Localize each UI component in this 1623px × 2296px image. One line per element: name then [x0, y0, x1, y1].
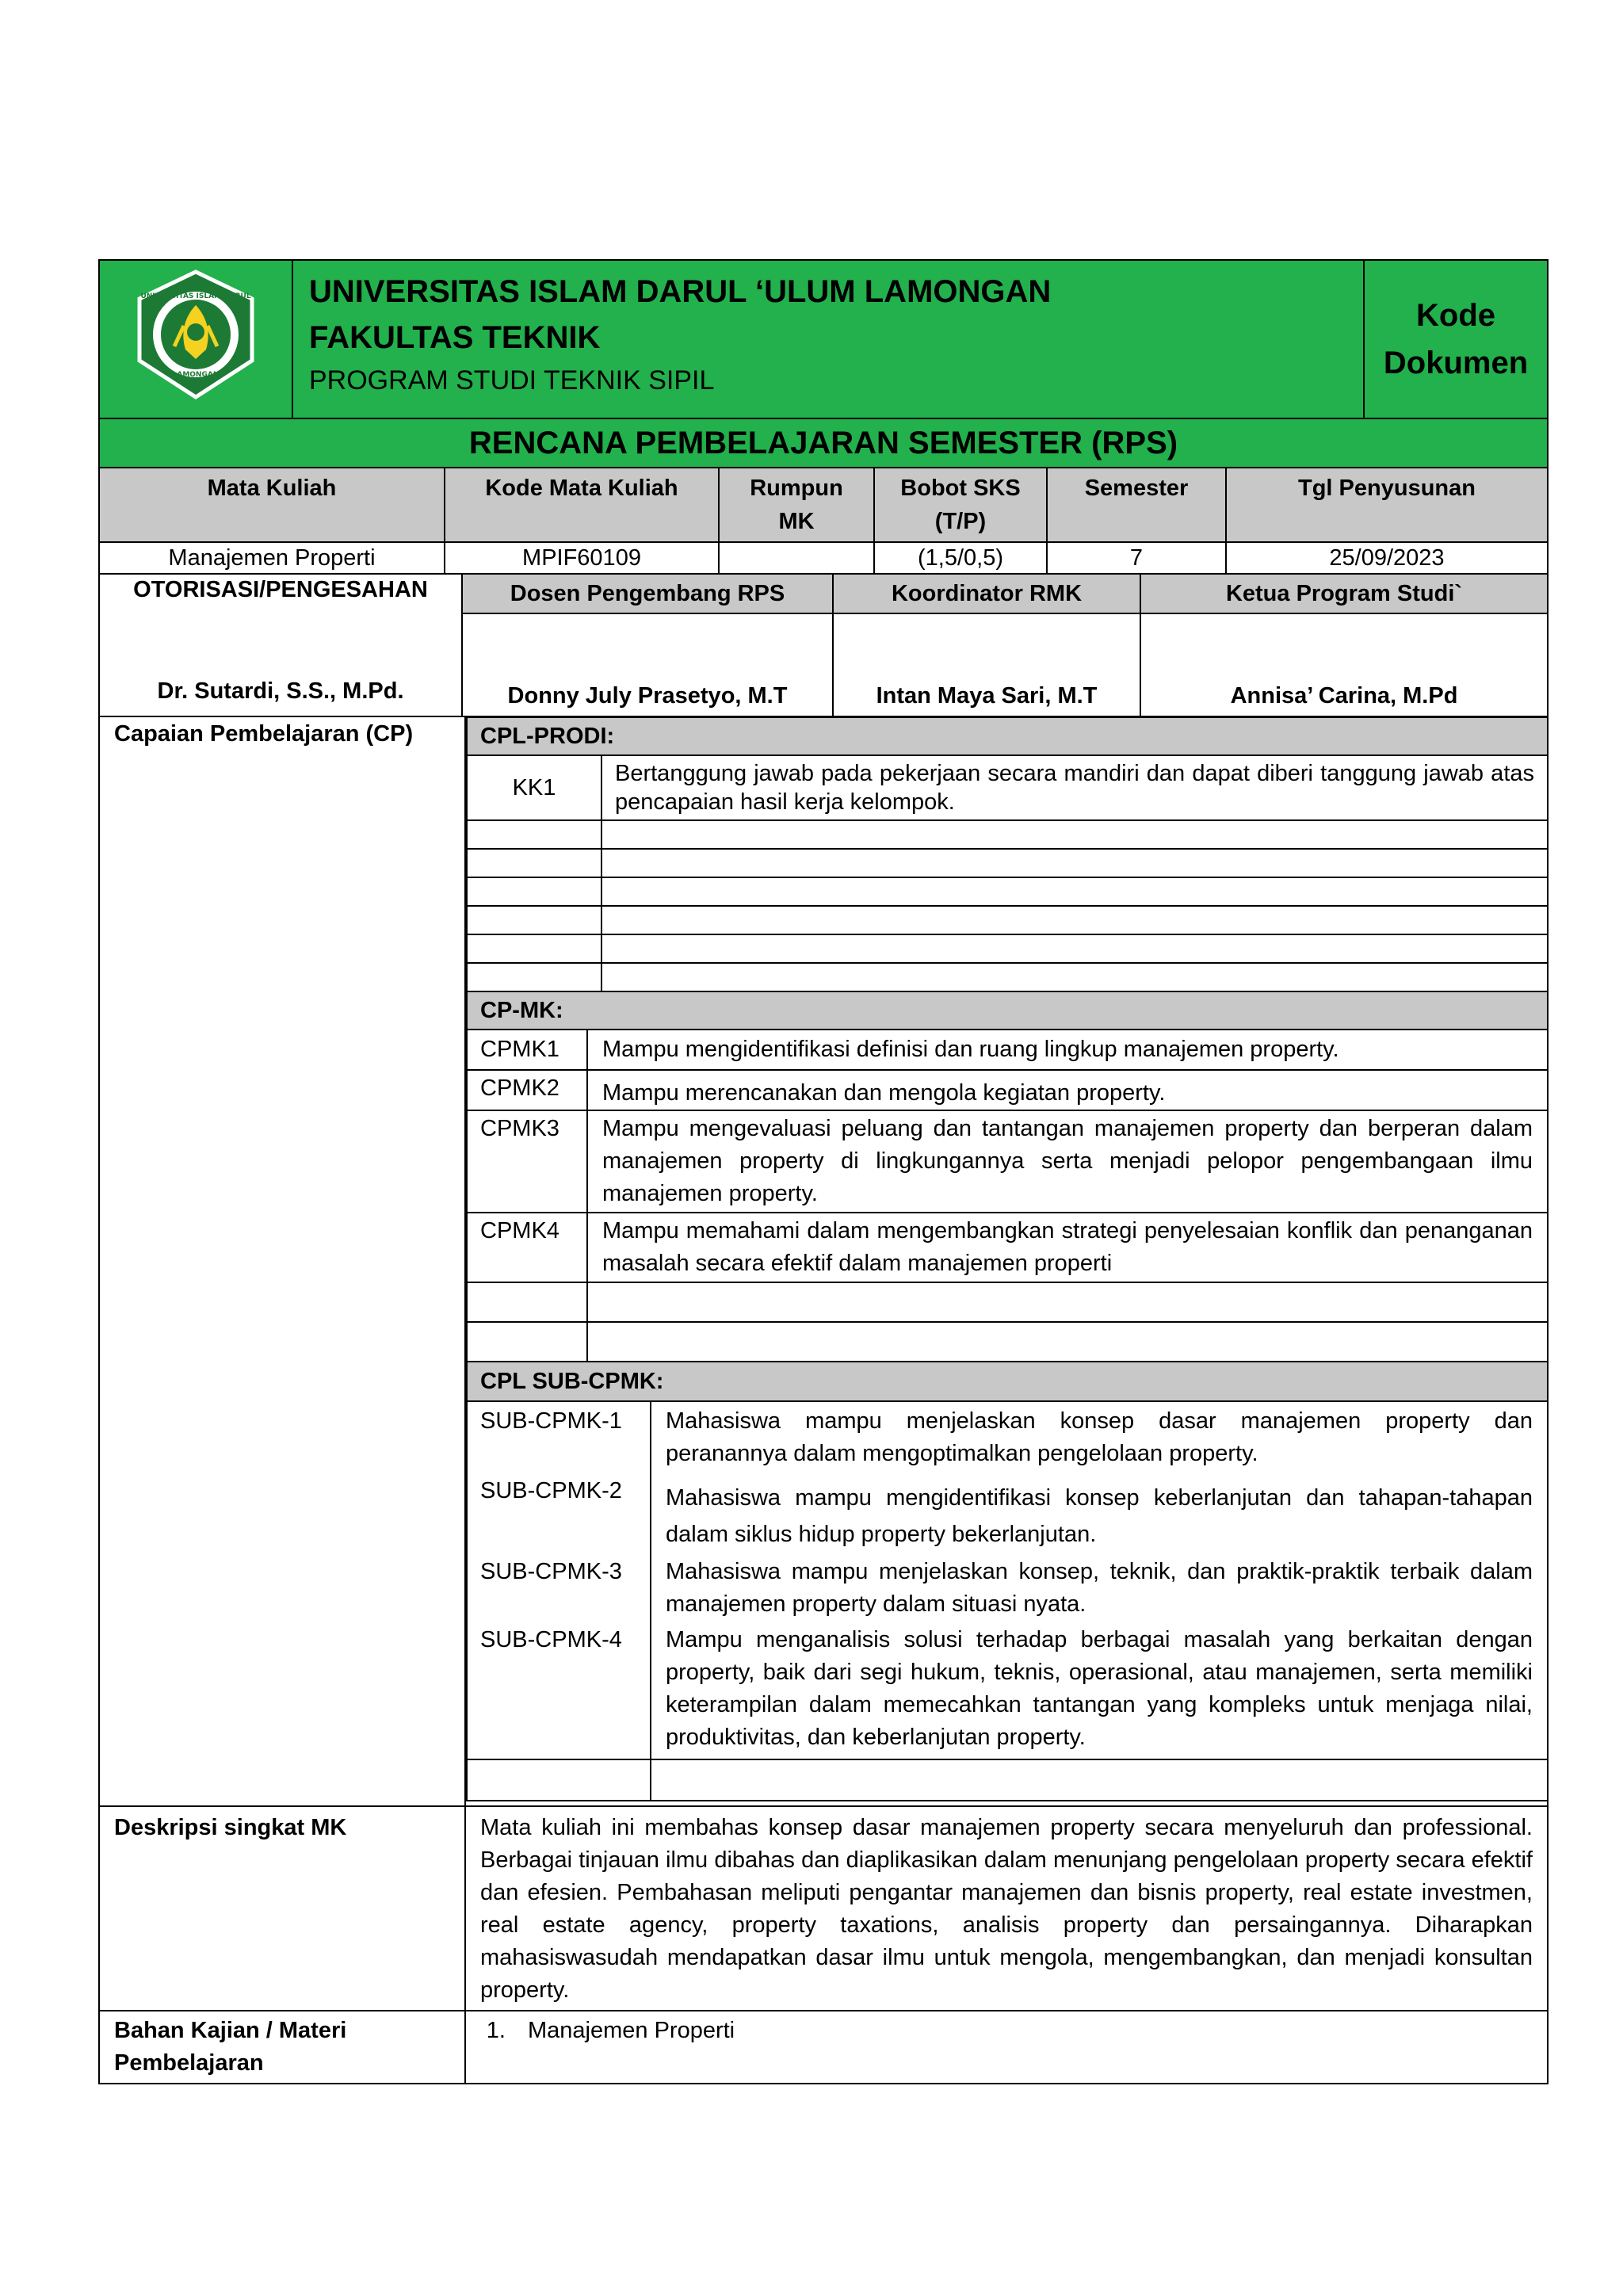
sub-cpmk-row: [467, 1473, 1548, 1554]
sub-cpmk-code: SUB-CPMK-2: [467, 1473, 651, 1554]
cpmk-text: Mampu memahami dalam mengembangkan strategi penyelesaian konflik dan penanganan masalah secara efektif dalam manajemen properti: [587, 1213, 1548, 1282]
cpmk-code: CPMK4: [467, 1213, 587, 1282]
kode-dokumen-cell: [1364, 260, 1548, 418]
cpmk-code: CPMK1: [467, 1030, 587, 1070]
logo-cell: [99, 260, 292, 418]
empty-row: [467, 963, 1548, 991]
deskripsi-table: [98, 1805, 1549, 2084]
bahan-kajian-content: [465, 2011, 1548, 2084]
role-koordinator-rmk: Koordinator RMK: [833, 574, 1140, 613]
cpmk-text: Mampu merencanakan dan mengola kegiatan property.: [587, 1070, 1548, 1110]
bahan-kajian-list: [480, 2015, 1533, 2047]
empty-row: [467, 1759, 1548, 1801]
empty-row: [467, 1322, 1548, 1362]
cpl-prodi-label: CPL-PRODI:: [467, 717, 1548, 755]
header-tgl-penyusunan: Tgl Penyusunan: [1226, 468, 1548, 542]
cpmk-code: CPMK3: [467, 1110, 587, 1213]
dokumen-label: Dokumen: [1383, 346, 1529, 380]
empty-row: [467, 906, 1548, 934]
role-ketua-prodi: Ketua Program Studi`: [1140, 574, 1548, 613]
value-semester: 7: [1047, 542, 1226, 574]
university-name: UNIVERSITAS ISLAM DARUL ‘ULUM LAMONGAN: [309, 274, 1052, 309]
sub-cpmk-code: SUB-CPMK-1: [467, 1401, 651, 1473]
sub-cpmk-text: Mampu menganalisis solusi terhadap berbagai masalah yang berkaitan dengan property, baik dari segi hukum, teknis, operasional, atau manajemen, serta memiliki keterampilan dalam memecahkan tantangan yang kompleks untuk menjaga nilai, produktivitas, dan keberlanjutan property.: [651, 1622, 1548, 1759]
sub-cpmk-row: [467, 1401, 1548, 1473]
logo-text-bottom: LAMONGAN: [172, 371, 220, 379]
cpl-prodi-table: [466, 716, 1549, 992]
header-semester: Semester: [1047, 468, 1226, 542]
deskripsi-text: Mata kuliah ini membahas konsep dasar manajemen property secara menyeluruh dan professional. Berbagai tinjauan ilmu dibahas dan diaplikasikan dalam menunjang pengelolaan property secara efektif dan efesien. Pembahasan meliputi pengantar manajemen dan bisnis property, real estate investmen, real estate agency, property taxations, analisis property dan persaingannya. Diharapkan mahasiswasudah mendapatkan dasar ilmu untuk mengola, mengembangkan, dan menjadi konsultan property.: [465, 1806, 1548, 2011]
header-mata-kuliah: Mata Kuliah: [99, 468, 445, 542]
cp-content: [465, 716, 1549, 1806]
cpmk-row: [467, 1213, 1548, 1282]
empty-row: [467, 934, 1548, 963]
sub-cpmk-text: Mahasiswa mampu menjelaskan konsep dasar manajemen property dan peranannya dalam mengoptimalkan pengelolaan property.: [651, 1401, 1548, 1473]
university-logo: [128, 267, 263, 402]
sub-cpmk-text: Mahasiswa mampu menjelaskan konsep, teknik, dan praktik-praktik terbaik dalam manajemen property dalam situasi nyata.: [651, 1554, 1548, 1622]
faculty-name: FAKULTAS TEKNIK: [309, 320, 601, 355]
signer-name-koordinator: Intan Maya Sari, M.T: [833, 613, 1140, 716]
sub-cpmk-text: Mahasiswa mampu mengidentifikasi konsep keberlanjutan dan tahapan-tahapan dalam siklus hidup property bekerlanjutan.: [651, 1473, 1548, 1554]
cpl-prodi-text: Bertanggung jawab pada pekerjaan secara mandiri dan dapat diberi tanggung jawab atas pencapaian hasil kerja kelompok.: [601, 755, 1548, 820]
role-dosen-pengembang: Dosen Pengembang RPS: [462, 574, 833, 613]
value-kode-mk: MPIF60109: [445, 542, 719, 574]
kode-label: Kode: [1416, 298, 1495, 333]
course-info-table: [98, 467, 1549, 575]
cpl-prodi-row: [467, 755, 1548, 820]
sub-cpmk-table: [466, 1361, 1549, 1801]
value-bobot-sks: (1,5/0,5): [874, 542, 1047, 574]
cpmk-table: [466, 991, 1549, 1362]
sub-cpmk-row: [467, 1554, 1548, 1622]
header-kode-mk: Kode Mata Kuliah: [445, 468, 719, 542]
logo-text-top: UNIVERSITAS ISLAM DARUL: [140, 292, 251, 300]
value-mata-kuliah: Manajemen Properti: [99, 542, 445, 574]
authorization-table: [98, 573, 1549, 717]
header-rumpun-mk: Rumpun MK: [719, 468, 874, 542]
cpmk-text: Mampu mengevaluasi peluang dan tantangan manajemen property dan berperan dalam manajemen property di lingkungannya serta menjadi pelopor pengembangaan ilmu manajemen property.: [587, 1110, 1548, 1213]
cpl-prodi-code: KK1: [467, 755, 601, 820]
value-tgl-penyusunan: 25/09/2023: [1226, 542, 1548, 574]
cpmk-row: [467, 1030, 1548, 1070]
rps-document: [98, 259, 1549, 2084]
deskripsi-label: Deskripsi singkat MK: [99, 1806, 465, 2011]
empty-row: [467, 820, 1548, 849]
sub-cpmk-code: SUB-CPMK-4: [467, 1622, 651, 1759]
sub-cpmk-code: SUB-CPMK-3: [467, 1554, 651, 1622]
signer-name-kaprodi: Annisa’ Carina, M.Pd: [1140, 613, 1548, 716]
cp-table: [98, 716, 1549, 1807]
header-table: [98, 259, 1549, 468]
value-rumpun-mk: [719, 542, 874, 574]
cpmk-row: [467, 1070, 1548, 1110]
rps-title: RENCANA PEMBELAJARAN SEMESTER (RPS): [99, 418, 1548, 468]
cp-label: Capaian Pembelajaran (CP): [99, 716, 465, 1806]
institution-cell: [292, 260, 1364, 418]
cpmk-code: CPMK2: [467, 1070, 587, 1110]
otorisasi-label: OTORISASI/PENGESAHAN: [133, 577, 428, 602]
cpmk-label: CP-MK:: [467, 991, 1548, 1030]
signer-name-otorisasi: Dr. Sutardi, S.S., M.Pd.: [157, 678, 404, 704]
header-bobot-sks: Bobot SKS (T/P): [874, 468, 1047, 542]
bahan-kajian-item: 1. Manajemen Properti: [512, 2015, 1533, 2047]
empty-row: [467, 849, 1548, 877]
sub-cpmk-label: CPL SUB-CPMK:: [467, 1362, 1548, 1401]
cpmk-text: Mampu mengidentifikasi definisi dan ruang lingkup manajemen property.: [587, 1030, 1548, 1070]
otorisasi-cell: [99, 574, 462, 716]
bahan-kajian-label: Bahan Kajian / Materi Pembelajaran: [99, 2011, 465, 2084]
cpmk-row: [467, 1110, 1548, 1213]
empty-row: [467, 877, 1548, 906]
program-name: PROGRAM STUDI TEKNIK SIPIL: [309, 365, 715, 395]
signer-name-dosen: Donny July Prasetyo, M.T: [462, 613, 833, 716]
sub-cpmk-row: [467, 1622, 1548, 1759]
empty-row: [467, 1282, 1548, 1322]
